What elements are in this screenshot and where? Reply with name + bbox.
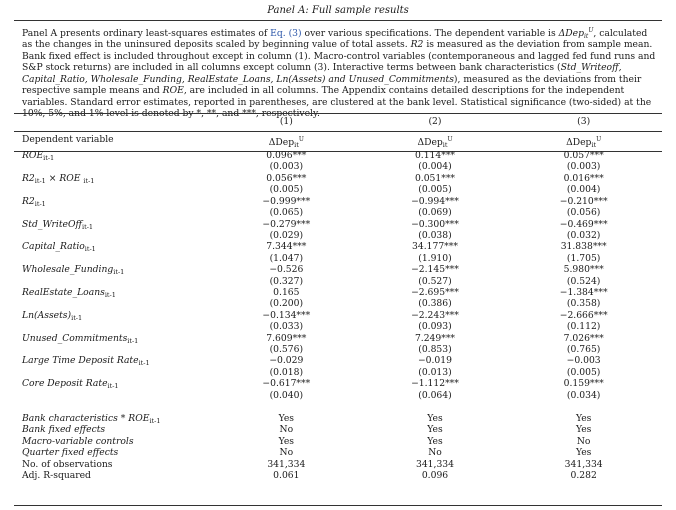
note-term-r2: R2 (410, 39, 424, 51)
coefficient-value: 0.096*** (266, 150, 307, 162)
standard-error-row (22, 390, 658, 401)
coefficient-row (22, 378, 658, 389)
column-number: (3) (577, 116, 591, 127)
standard-error-value: (0.093) (418, 321, 452, 333)
standard-error-value: (0.005) (269, 184, 304, 196)
coefficient-value: 0.051*** (414, 172, 456, 184)
control-row (22, 447, 658, 458)
standard-error-value: (0.040) (269, 389, 304, 401)
standard-error-value: (1.910) (418, 252, 452, 264)
coefficient-row (22, 173, 658, 184)
control-value: 0.282 (570, 470, 597, 482)
coefficient-value: −2.145*** (411, 264, 459, 276)
standard-error-value: (0.005) (566, 366, 601, 378)
coefficient-value: −0.300*** (411, 218, 459, 230)
dependent-variable-symbol: ΔDep$_{it}^U$ (558, 27, 594, 41)
panel-title: Panel A: Full sample results (267, 5, 409, 16)
variable-label: Core Deposit Rate$_{it-1}$ (22, 378, 119, 391)
variable-label: Unused_Commitments$_{it-1}$ (22, 332, 139, 345)
control-row (22, 436, 658, 447)
column-number: (2) (428, 116, 442, 127)
standard-error-value: (0.327) (269, 275, 304, 287)
standard-error-row (22, 321, 658, 332)
standard-error-value: (0.029) (269, 229, 304, 241)
dependent-variable-symbol: ΔDep$_{it}^U$ (417, 136, 453, 150)
coefficient-value: 0.165 (273, 286, 300, 298)
coefficient-value: −0.617*** (262, 378, 311, 390)
control-value: Yes (278, 413, 295, 424)
control-label: Bank fixed effects (22, 424, 106, 436)
variable-label: $R2_{it-1}$ × ROE $_{it-1}$ (22, 172, 95, 185)
standard-error-value: (1.047) (269, 252, 304, 264)
coefficient-value: −0.003 (566, 355, 601, 367)
coefficient-value: −2.695*** (411, 286, 459, 298)
control-value: 341,334 (267, 458, 306, 470)
bottom-rule (14, 505, 662, 506)
note-text: , are included in all columns. The Appendix contains detailed descriptions for the independent variables. Standard error estimates, reported in parentheses, are clustered at the bank level. Statistical significance (two-sided) at the 10%, 5%, and 1% level is denoted by *, **, and ***, respectively. (22, 85, 652, 119)
variable-label: Large Time Deposit Rate$_{it-1}$ (22, 355, 150, 368)
variable-label: RealEstate_Loans$_{it-1}$ (22, 286, 116, 299)
note-text: ), measured as the deviations from their respective sample means and (22, 73, 642, 97)
dependent-variable-row (22, 128, 658, 150)
coefficient-row (22, 196, 658, 207)
variable-label: Std_WriteOff$_{it-1}$ (22, 218, 94, 231)
standard-error-row (22, 207, 658, 218)
standard-error-value: (0.069) (418, 207, 452, 219)
control-label: No. of observations (22, 458, 113, 470)
standard-error-row (22, 230, 658, 241)
note-text: is measured as the deviation from sample mean. Bank fixed effect is included throughout except in column (1). Macro-control variables (contemporaneous and lagged fed fund runs and S&P stock returns) are included in all columns except column (3). Interactive terms between bank characteristics ( (22, 39, 656, 74)
standard-error-value: (0.004) (566, 184, 601, 196)
coefficient-value: 5.980*** (563, 264, 604, 276)
control-label: Adj. R-squared (22, 470, 91, 482)
coefficient-value: −0.210*** (559, 195, 608, 207)
coefficient-value: 7.609*** (266, 332, 307, 344)
coefficient-value: −1.112*** (411, 378, 459, 390)
coefficient-value: −0.279*** (262, 218, 311, 230)
table-note (22, 25, 658, 119)
note-term-roe: ROE (162, 85, 184, 97)
coefficient-value: 7.026*** (563, 332, 604, 344)
dependent-variable-symbol: ΔDep$_{it}^U$ (566, 136, 602, 150)
coefficient-value: −0.029 (269, 355, 304, 367)
coefficient-value: 0.057*** (563, 150, 604, 162)
control-value: No (279, 447, 294, 459)
coefficient-value: −0.526 (269, 264, 304, 276)
standard-error-value: (0.056) (566, 207, 601, 219)
standard-error-value: (1.705) (566, 252, 601, 264)
spacer-row (22, 401, 658, 413)
coefficient-row (22, 333, 658, 344)
note-text: Panel A presents ordinary least-squares estimates of (22, 28, 268, 40)
header-top-rule (14, 113, 662, 114)
coefficient-value: 0.159*** (563, 378, 604, 390)
coefficient-value: −0.134*** (262, 309, 311, 321)
standard-error-value: (0.018) (269, 366, 304, 378)
control-value: Yes (575, 413, 592, 424)
coefficient-value: 7.344*** (266, 241, 307, 253)
coefficient-row (22, 287, 658, 298)
coefficient-row (22, 310, 658, 321)
dependent-variable-label: Dependent variable (22, 134, 114, 145)
equation-link[interactable]: Eq. (3) (270, 28, 302, 40)
regression-table (22, 116, 658, 481)
control-label: Macro-variable controls (22, 435, 134, 447)
column-number: (1) (279, 116, 293, 127)
note-text: over various specifications. The dependent variable is (304, 28, 556, 40)
coefficient-value: 34.177*** (412, 241, 458, 253)
standard-error-row (22, 298, 658, 309)
standard-error-value: (0.358) (566, 298, 601, 310)
control-row (22, 424, 658, 435)
standard-error-row (22, 344, 658, 355)
coefficient-value: 7.249*** (414, 332, 456, 344)
standard-error-row (22, 253, 658, 264)
control-label: Bank characteristics * $ROE_{it-1}$ (22, 413, 161, 425)
coefficient-value: −2.243*** (411, 309, 459, 321)
control-value: Yes (278, 435, 295, 447)
coefficient-value: −0.999*** (262, 195, 311, 207)
standard-error-row (22, 184, 658, 195)
control-row (22, 413, 658, 424)
top-rule (14, 20, 662, 21)
standard-error-value: (0.386) (418, 298, 452, 310)
coefficient-value: 0.114*** (414, 150, 456, 162)
coefficient-value: 31.838*** (560, 241, 607, 253)
standard-error-value: (0.064) (418, 389, 452, 401)
coefficient-row (22, 241, 658, 252)
standard-error-value: (0.524) (566, 275, 601, 287)
variable-label: Capital_Ratio$_{it-1}$ (22, 241, 96, 254)
coefficient-row (22, 219, 658, 230)
standard-error-value: (0.853) (418, 343, 452, 355)
standard-error-value: (0.005) (418, 184, 452, 196)
standard-error-value: (0.527) (418, 275, 452, 287)
control-row (22, 459, 658, 470)
control-value: 0.096 (421, 470, 449, 482)
standard-error-value: (0.112) (566, 321, 601, 333)
control-label: Quarter fixed effects (22, 447, 119, 459)
control-row (22, 470, 658, 481)
coefficient-row (22, 150, 658, 161)
coefficient-row (22, 355, 658, 366)
control-value: 341,334 (415, 458, 454, 470)
control-value: 341,334 (564, 458, 603, 470)
standard-error-value: (0.065) (269, 207, 304, 219)
control-value: No (428, 447, 442, 459)
coefficient-value: −2.666*** (559, 309, 608, 321)
control-value: Yes (575, 447, 592, 459)
standard-error-row (22, 276, 658, 287)
variable-label: $Ln(Assets)_{it-1}$ (22, 309, 83, 322)
note-term-characteristics: Std_Writeoff, Capital_Ratio, Wholesale_Funding, RealEstate_Loans, Ln(Assets) and Unused_Commitments (22, 62, 622, 85)
coefficient-value: 0.016*** (563, 172, 604, 184)
standard-error-value: (0.765) (566, 343, 601, 355)
control-value: No (279, 424, 294, 436)
standard-error-value: (0.032) (566, 229, 601, 241)
control-value: Yes (427, 413, 443, 424)
standard-error-value: (0.033) (269, 321, 304, 333)
control-value: No (576, 435, 591, 447)
control-value: 0.061 (273, 470, 300, 482)
standard-error-row (22, 367, 658, 378)
standard-error-value: (0.013) (418, 366, 452, 378)
coefficient-value: −0.994*** (411, 195, 459, 207)
note-text: , calculated as the changes in the uninsured deposits scaled by beginning value of total assets. (22, 28, 648, 51)
variable-label: Wholesale_Funding$_{it-1}$ (22, 264, 125, 277)
coefficient-value: −0.469*** (559, 218, 608, 230)
standard-error-value: (0.200) (269, 298, 304, 310)
variable-label: $ROE_{it-1}$ (22, 150, 55, 163)
standard-error-value: (0.034) (566, 389, 601, 401)
control-value: Yes (427, 424, 443, 436)
column-number-row (22, 116, 658, 128)
variable-label: $R2_{it-1}$ (22, 195, 46, 208)
control-value: Yes (427, 435, 443, 447)
standard-error-value: (0.576) (269, 343, 304, 355)
standard-error-value: (0.038) (418, 229, 452, 241)
coefficient-value: −0.019 (417, 355, 452, 367)
dependent-variable-symbol: ΔDep$_{it}^U$ (268, 136, 304, 150)
control-value: Yes (575, 424, 592, 436)
coefficient-value: 0.056*** (266, 172, 307, 184)
standard-error-value: (0.003) (566, 161, 601, 173)
coefficient-row (22, 264, 658, 275)
standard-error-row (22, 161, 658, 172)
standard-error-value: (0.004) (418, 161, 452, 173)
coefficient-value: −1.384*** (559, 286, 608, 298)
standard-error-value: (0.003) (269, 161, 304, 173)
